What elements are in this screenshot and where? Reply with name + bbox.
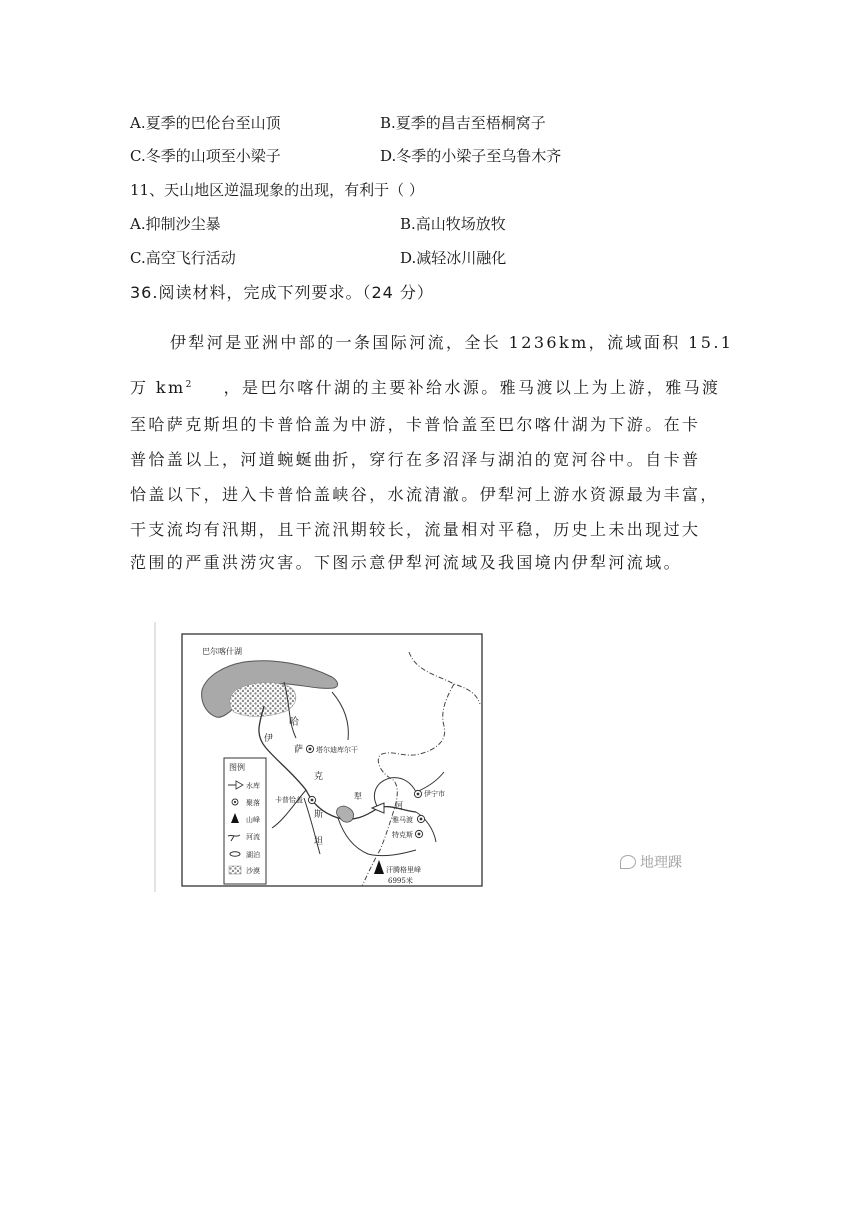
q36-paragraph-line-7: 范围的严重洪涝灾害。下图示意伊犁河流域及我国境内伊犁河流域。: [130, 553, 683, 572]
q11-option-b: B.高山牧场放牧: [400, 215, 506, 233]
wechat-icon: [620, 855, 636, 869]
legend-lake-icon: [230, 852, 240, 856]
watermark-text: 地理踝: [640, 855, 682, 871]
label-kazakh-char-5: 坦: [314, 837, 324, 847]
legend-settlement: 聚落: [246, 799, 260, 807]
label-peak-height: 6995米: [388, 877, 413, 885]
label-kazakh-char-1: 哈: [289, 717, 299, 728]
q36-paragraph-line-4: 普恰盖以上，河道蜿蜒曲折，穿行在多沼泽与湖泊的宽河谷中。自卡普: [130, 450, 701, 469]
label-kazakh-char-3: 克: [314, 772, 324, 782]
label-tekes: 特克斯: [392, 831, 413, 839]
q36-paragraph-line-3: 至哈萨克斯坦的卡普恰盖为中游，卡普恰盖至巴尔喀什湖为下游。在卡: [130, 415, 701, 434]
label-taldykorgan: 塔尔迪库尔干: [316, 746, 358, 754]
settlement-tekes: [415, 830, 422, 837]
legend-mountain: 山峰: [246, 816, 260, 824]
legend-lake: 湖泊: [246, 851, 260, 859]
label-kapchagai: 卡普恰盖: [275, 796, 303, 804]
q36-paragraph-line-5: 恰盖以下，进入卡普恰盖峡谷，水流清澈。伊犁河上游水资源最为丰富，: [130, 485, 719, 504]
legend-title: 图例: [229, 763, 245, 772]
legend-river: 河流: [246, 833, 260, 841]
label-kazakh-char-4: 斯: [314, 810, 324, 820]
label-he-char: 河: [395, 801, 403, 810]
map-svg: [154, 622, 499, 892]
settlement-yamadu: [417, 815, 424, 822]
watermark: [620, 852, 682, 872]
legend-desert: 沙漠: [246, 867, 260, 875]
q11-option-c: C.高空飞行活动: [130, 249, 236, 267]
label-yi-char: 伊: [264, 734, 274, 744]
ili-river-basin-map: [154, 622, 499, 892]
label-peak: 汗腾格里峰: [386, 866, 421, 874]
q10-option-a: A.夏季的巴伦台至山顶: [130, 114, 281, 132]
map-legend: [224, 758, 266, 884]
q36-paragraph-line-1: 伊犁河是亚洲中部的一条国际河流，全长 1236km，流域面积 15.1: [170, 333, 734, 352]
q36-paragraph-line-6: 干支流均有汛期，且干流汛期较长，流量相对平稳，历史上未出现过大: [130, 520, 701, 539]
q10-option-d: D.冬季的小梁子至乌鲁木齐: [380, 147, 562, 165]
label-kazakh-char-2: 萨: [294, 745, 304, 755]
label-yamadu: 雅马渡: [392, 816, 413, 824]
settlement-yining: [414, 790, 421, 797]
q10-option-c: C.冬季的山项至小梁子: [130, 147, 281, 165]
label-balkhash-lake: 巴尔喀什湖: [202, 647, 242, 656]
settlement-taldykorgan: [306, 745, 313, 752]
superscript-2: 2: [185, 380, 194, 390]
label-yining: 伊宁市: [424, 790, 445, 798]
q36-stem: 36.阅读材料，完成下列要求。（24 分）: [130, 283, 434, 302]
q11-option-a: A.抑制沙尘暴: [130, 215, 221, 233]
q11-option-d: D.减轻冰川融化: [400, 249, 507, 267]
q36-paragraph-line-2: 万 $km^2$ ，是巴尔喀什湖的主要补给水源。雅马渡以上为上游，雅马渡: [130, 378, 721, 397]
q11-stem: 11、天山地区逆温现象的出现，有利于（ ）: [130, 181, 424, 199]
label-li-char: 犁: [354, 792, 362, 801]
settlement-kapchagai: [308, 796, 315, 803]
legend-desert-icon: [229, 866, 241, 874]
legend-reservoir: 水库: [246, 782, 260, 790]
q10-option-b: B.夏季的昌吉至梧桐窝子: [380, 114, 546, 132]
